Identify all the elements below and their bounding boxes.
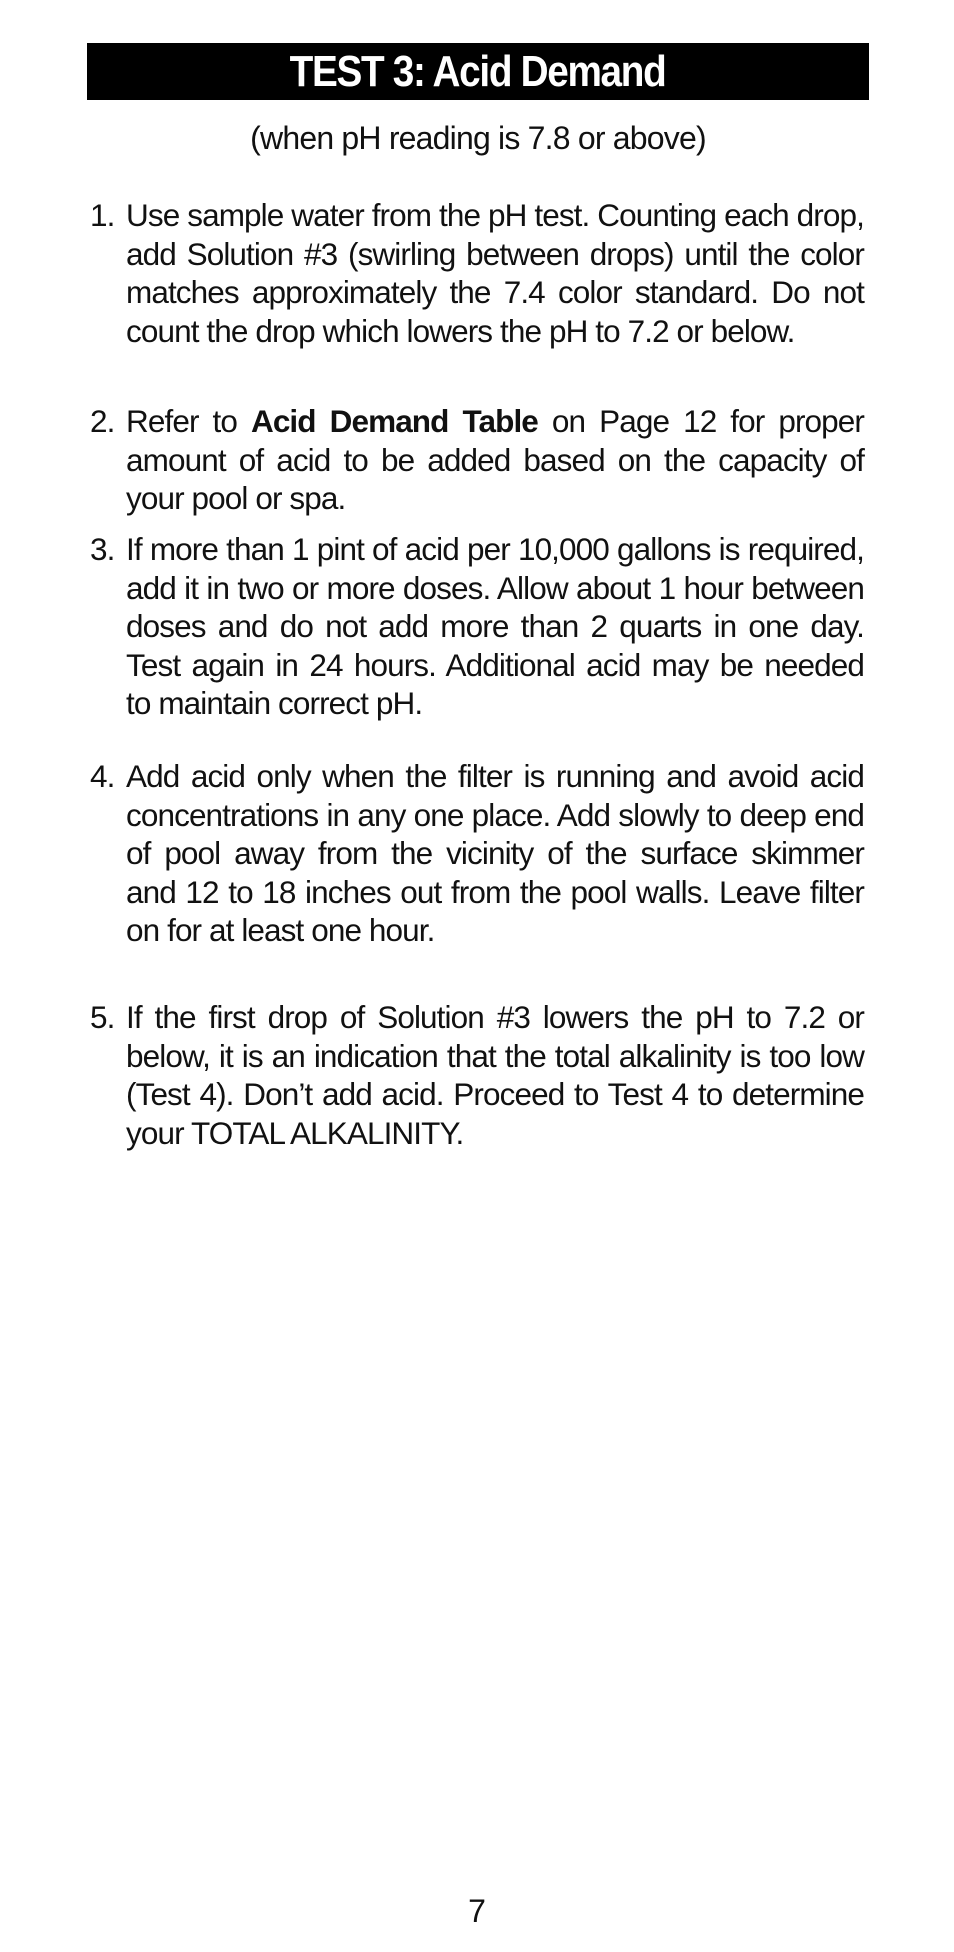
page-number: 7 <box>468 1893 486 1929</box>
step-text: Add acid only when the filter is running and avoid acid concentrations in any one place. Add slowly to deep end of pool away from the vicinity of the surface skimmer and 12 to 18 inches out from the pool walls. Leave filter on for at least one hour. <box>126 758 864 949</box>
step-text <box>126 402 864 518</box>
step-2 <box>90 402 864 518</box>
step-number: 5. <box>90 999 115 1035</box>
step-3 <box>90 530 864 723</box>
title-bar <box>87 43 869 100</box>
step-5 <box>90 998 864 1152</box>
step-text: Use sample water from the pH test. Counting each drop, add Solution #3 (swirling between drops) until the color matches approximately the 7.4 color standard. Do not count the drop which lowers the pH to 7.2 or below. <box>126 197 864 349</box>
step-number: 2. <box>90 403 115 439</box>
step-number: 1. <box>90 197 115 233</box>
step-text: If more than 1 pint of acid per 10,000 gallons is required, add it in two or more doses. Allow about 1 hour between doses and do not add more than 2 quarts in one day. Test again in 24 hours. Additional acid may be needed to maintain correct pH. <box>126 531 864 722</box>
step-1 <box>90 196 864 350</box>
acid-demand-table-reference: Acid Demand Table <box>250 403 538 439</box>
page-subtitle: (when pH reading is 7.8 or above) <box>250 120 706 156</box>
step-number: 3. <box>90 531 115 567</box>
step-text-intro: Refer to <box>126 403 251 439</box>
page-title: TEST 3: Acid Demand <box>290 46 666 96</box>
step-text: If the first drop of Solution #3 lowers the pH to 7.2 or below, it is an indication that the total alkalinity is too low (Test 4). Don’t add acid. Proceed to Test 4 to determine your TOTAL ALKALINITY. <box>126 999 864 1151</box>
step-4 <box>90 757 864 950</box>
step-number: 4. <box>90 758 115 794</box>
step-text-rest: on Page 12 for proper amount of acid to be added based on the capacity of your pool or spa. <box>126 403 864 517</box>
